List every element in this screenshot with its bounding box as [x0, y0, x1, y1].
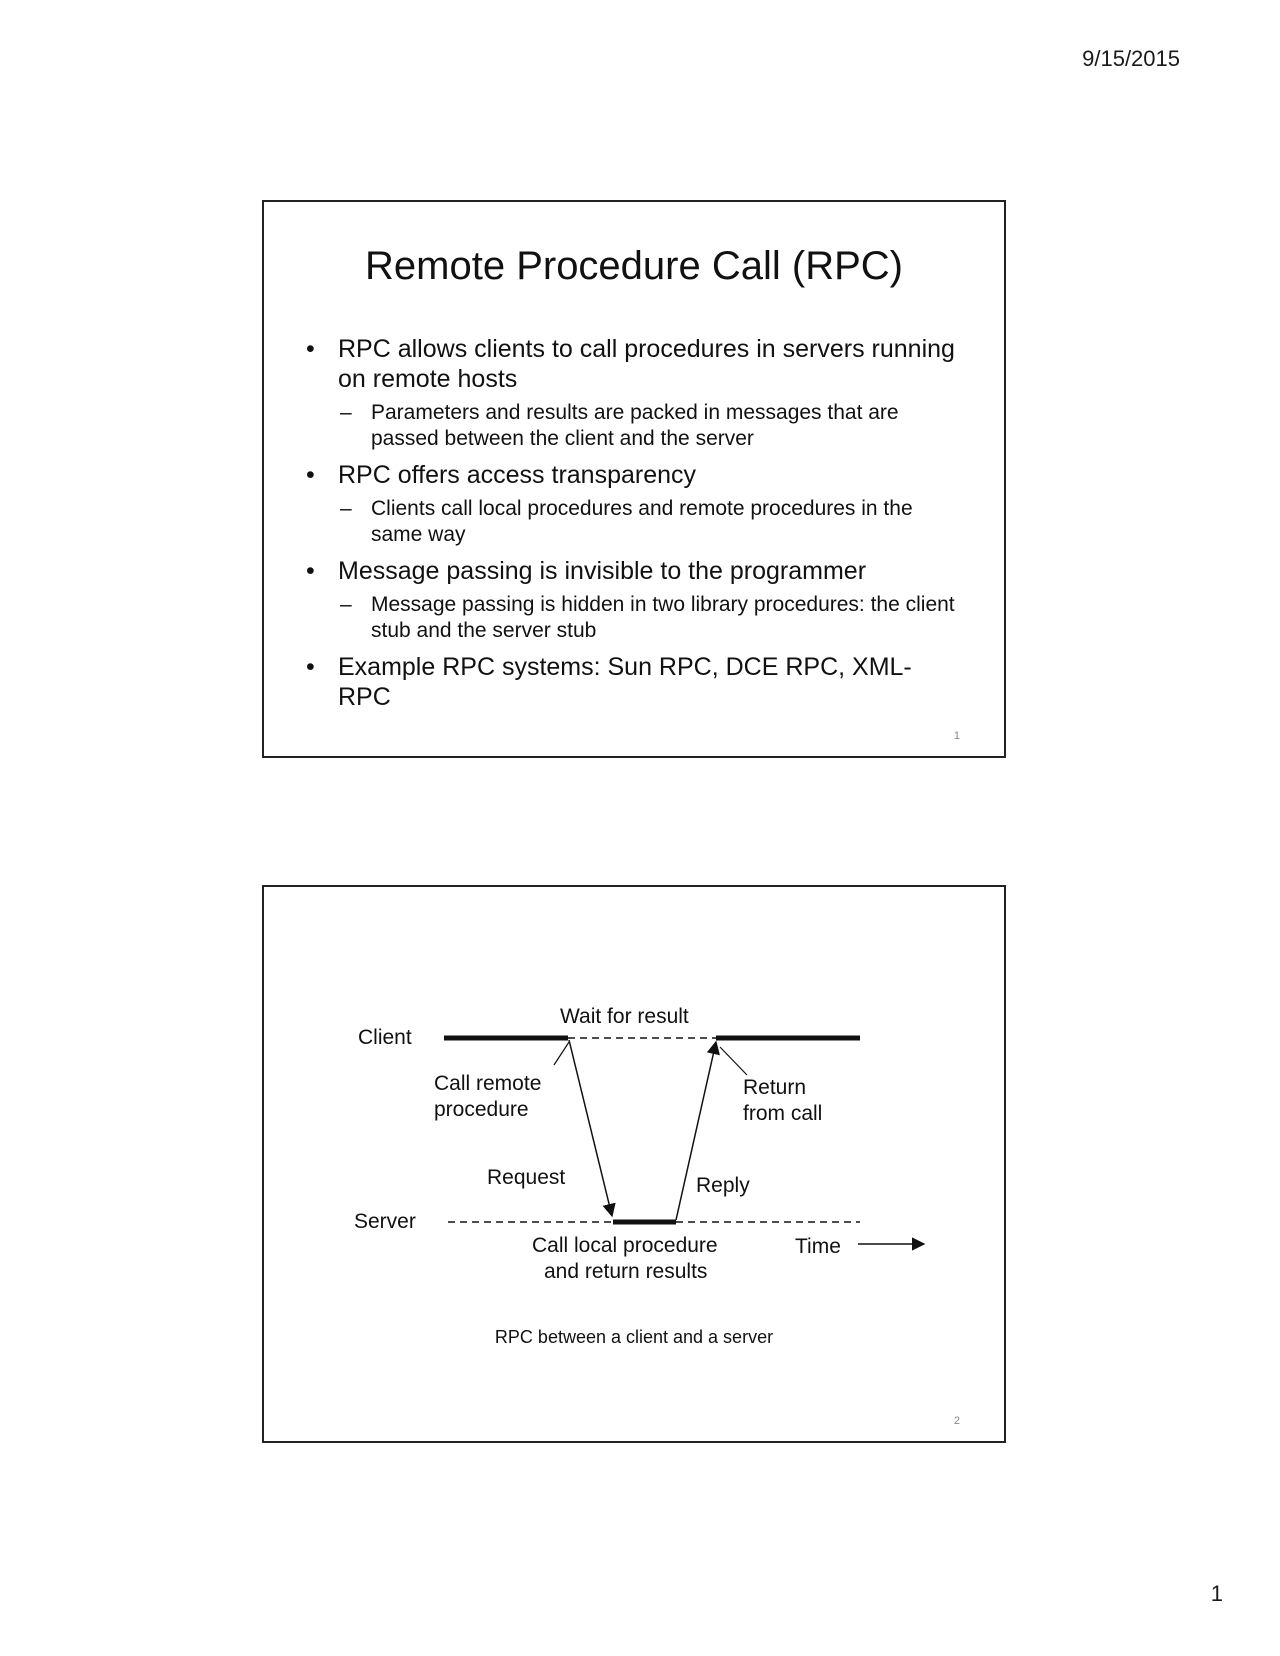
request-arrow [569, 1040, 612, 1216]
client-label: Client [358, 1026, 412, 1049]
sub-bullet-item [304, 496, 964, 548]
call-local-label: and return results [544, 1260, 708, 1283]
bullet-item [304, 556, 964, 586]
call-local-label: Call local procedure [532, 1234, 718, 1257]
request-label: Request [487, 1166, 566, 1189]
sub-bullet-mark: – [340, 401, 352, 424]
bullet-mark: • [306, 557, 315, 585]
slide-2 [262, 885, 1006, 1443]
sub-bullet-text: Clients call local procedures and remote procedures in the same way [371, 497, 913, 546]
bullet-text: Example RPC systems: Sun RPC, DCE RPC, XML-RPC [338, 653, 912, 711]
sub-bullet-text: Parameters and results are packed in messages that are passed between the client and the server [371, 401, 899, 450]
server-label: Server [354, 1210, 416, 1233]
bullet-mark: • [306, 653, 315, 681]
slide-number: 2 [953, 1415, 960, 1427]
date-header: 9/15/2015 [1082, 46, 1180, 71]
call-remote-label: procedure [434, 1098, 529, 1121]
call-remote-label: Call remote [434, 1072, 542, 1095]
sub-bullet-mark: – [340, 497, 352, 520]
time-label: Time [795, 1235, 841, 1258]
slide-number: 1 [953, 730, 960, 742]
bullet-list [304, 334, 964, 718]
sub-bullet-item [304, 400, 964, 452]
wait-label: Wait for result [560, 1005, 689, 1028]
reply-label: Reply [696, 1174, 750, 1197]
return-label: Return [743, 1076, 807, 1099]
bullet-item [304, 334, 964, 394]
return-label: from call [743, 1102, 823, 1125]
slide-1 [262, 200, 1006, 758]
slide-title: Remote Procedure Call (RPC) [365, 244, 903, 288]
sub-bullet-mark: – [340, 593, 352, 616]
bullet-item [304, 460, 964, 490]
bullet-text: RPC offers access transparency [338, 461, 697, 489]
call-remote-leader [554, 1042, 569, 1065]
bullet-text: RPC allows clients to call procedures in servers running on remote hosts [338, 335, 955, 393]
bullet-mark: • [306, 461, 315, 489]
return-leader [720, 1047, 747, 1075]
rpc-timeline-diagram [264, 887, 1004, 1327]
sub-bullet-item [304, 592, 964, 644]
sub-bullet-text: Message passing is hidden in two library procedures: the client stub and the server stub [371, 593, 955, 642]
bullet-text: Message passing is invisible to the programmer [338, 557, 867, 585]
page-number: 1 [1210, 1581, 1223, 1606]
diagram-caption: RPC between a client and a server [494, 1327, 774, 1347]
bullet-item [304, 652, 964, 712]
bullet-mark: • [306, 335, 315, 363]
